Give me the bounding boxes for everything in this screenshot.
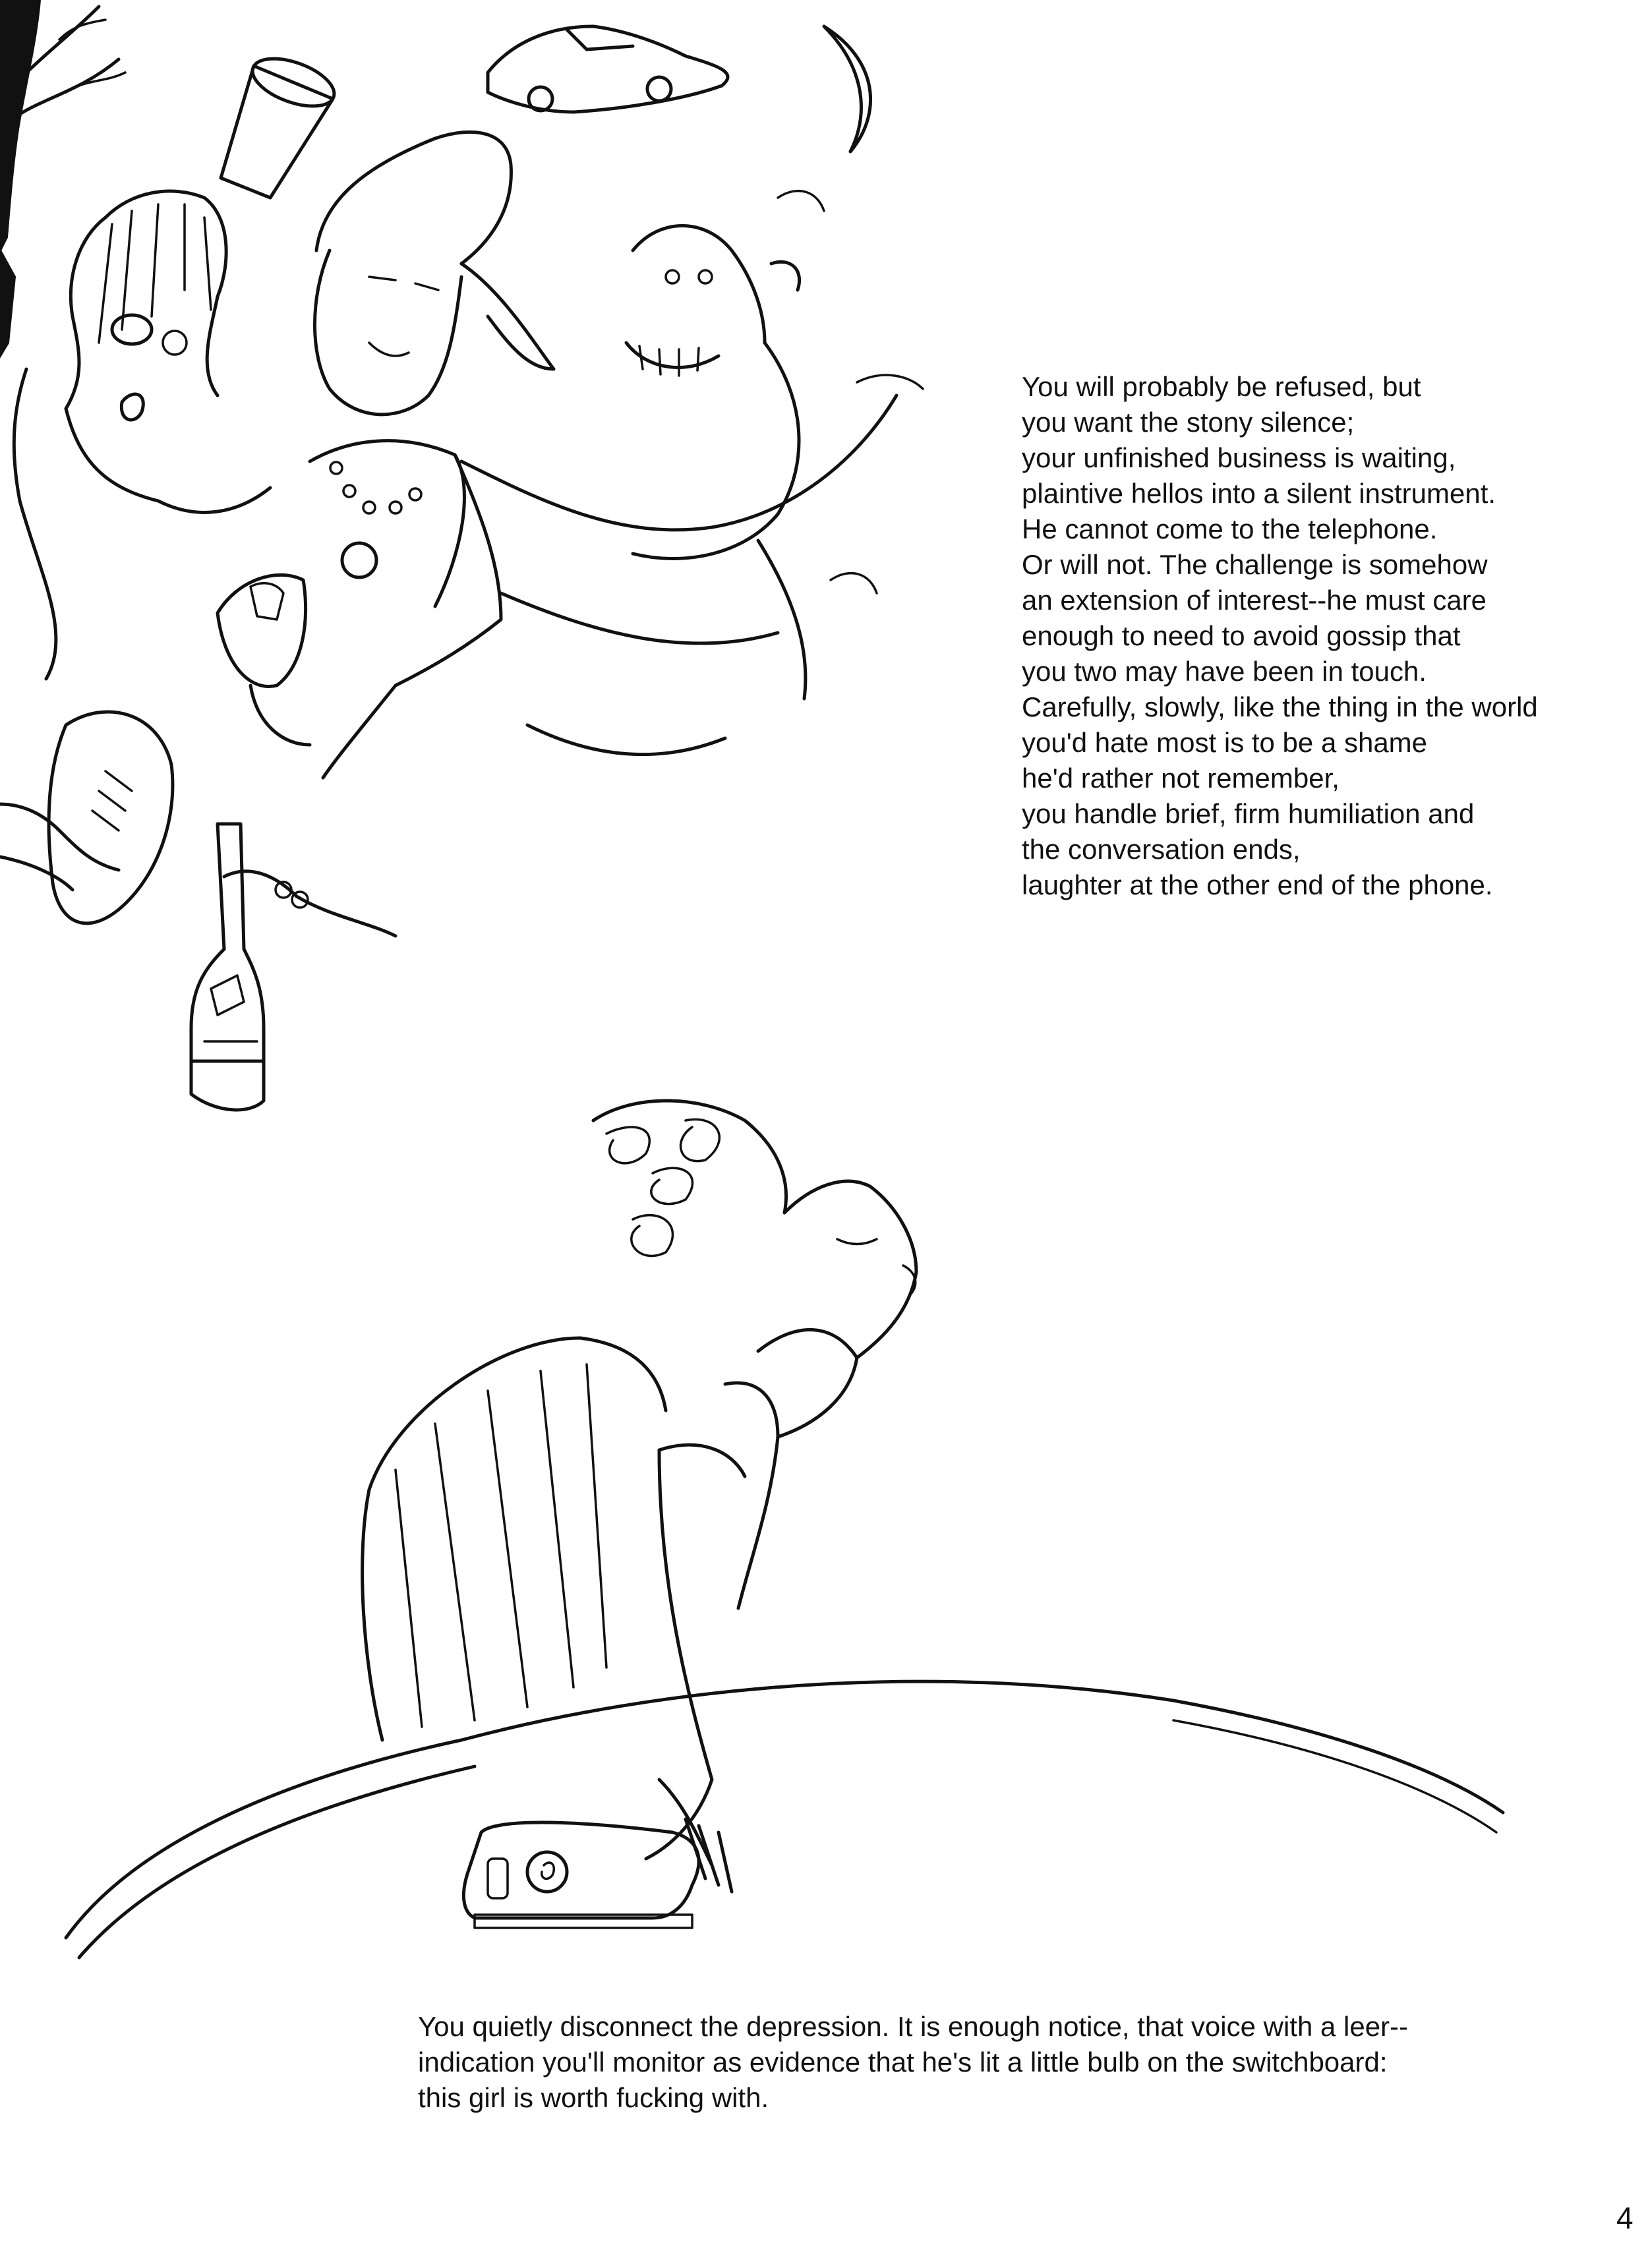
- bare-tree-drawing: [0, 0, 125, 356]
- poem-line: you two may have been in touch.: [1022, 656, 1427, 687]
- motion-swirl-lines: [461, 191, 923, 755]
- poem-line: you'd hate most is to be a shame: [1022, 727, 1428, 758]
- phone-on-table-drawing: [463, 1780, 732, 1928]
- poem-line: Or will not. The challenge is somehow: [1022, 549, 1488, 580]
- woman-at-table-drawing: [593, 1101, 916, 1859]
- poem-line: the conversation ends,: [1022, 834, 1301, 865]
- poem-line: your unfinished business is waiting,: [1022, 442, 1456, 473]
- poem-line: he'd rather not remember,: [1022, 763, 1339, 794]
- poem-line: you handle brief, firm humiliation and: [1022, 798, 1475, 829]
- poem-line: an extension of interest--he must care: [1022, 585, 1487, 616]
- poem-line: laughter at the other end of the phone.: [1022, 869, 1493, 900]
- poem-line: Carefully, slowly, like the thing in the world: [1022, 691, 1538, 722]
- poem-line: you want the stony silence;: [1022, 407, 1355, 438]
- caption-text-block: [418, 2009, 1539, 2116]
- poem-line: You will probably be refused, but: [1022, 371, 1421, 402]
- caption-line: indication you'll monitor as evidence that he's lit a little bulb on the switchboard:: [418, 2047, 1388, 2078]
- caption-line: You quietly disconnect the depression. It is enough notice, that voice with a leer--: [418, 2011, 1409, 2042]
- paper-cup-drawing: [221, 49, 340, 198]
- blonde-woman-drawing: [14, 191, 270, 679]
- car-drawing: [488, 26, 728, 112]
- poem-line: He cannot come to the telephone.: [1022, 513, 1438, 544]
- poem-text-block: [1022, 369, 1628, 903]
- page-number: 4: [1616, 2201, 1633, 2235]
- bottle-drawing: [191, 824, 396, 1110]
- chair-drawing: [363, 1338, 666, 1740]
- hand-with-football-drawing: [0, 712, 173, 923]
- caption-line: this girl is worth fucking with.: [418, 2082, 769, 2113]
- man-in-cap-drawing: [218, 132, 554, 778]
- table-drawing: [66, 1681, 1503, 1958]
- moon-drawing: [824, 26, 871, 152]
- poem-line: plaintive hellos into a silent instrument.: [1022, 478, 1496, 509]
- poem-line: enough to need to avoid gossip that: [1022, 620, 1461, 651]
